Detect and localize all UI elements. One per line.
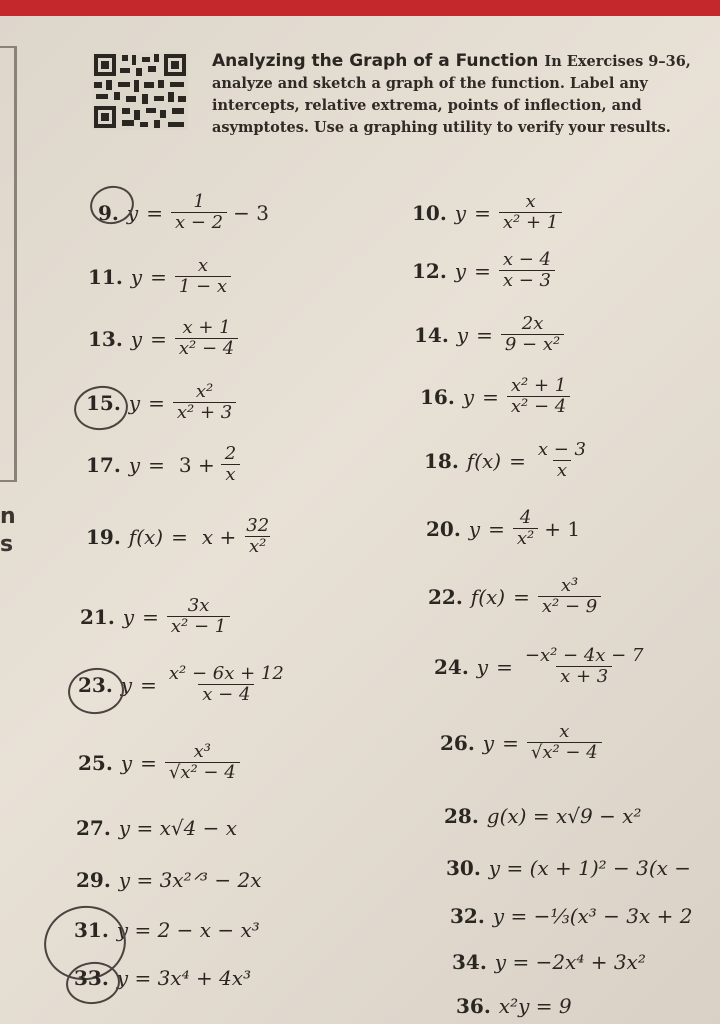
exercise-number: 21. — [80, 604, 115, 629]
fraction: $\frac{2x}{\text{9 − x²}}$ — [501, 314, 564, 355]
exercise-expression: y = (x + 1)² − 3(x − — [488, 856, 692, 880]
exercise-number: 32. — [450, 904, 485, 928]
exercise-number: 26. — [440, 730, 475, 755]
exercise-expression: y = 3x²ᐟ³ − 2x — [118, 868, 262, 892]
fraction: $\frac{1}{x - 2}$ — [171, 192, 227, 233]
exercise-11: 11. y = $\frac{x}{1 - x}$ — [88, 256, 231, 297]
exercise-number: 30. — [446, 856, 481, 880]
exercise-number: 29. — [76, 868, 111, 892]
exercise-lhs: y — [456, 322, 469, 347]
exercise-tail: − 3 — [233, 200, 269, 225]
exercise-lhs: y — [120, 672, 133, 697]
section-title: Analyzing the Graph of a Function — [212, 51, 539, 71]
exercise-number: 18. — [424, 448, 459, 473]
exercise-lhs: y — [128, 452, 141, 477]
fraction: $\frac{\text{x²}}{\text{x² + 3}}$ — [173, 382, 236, 423]
exercise-lhs: y — [130, 264, 143, 289]
exercise-number: 19. — [86, 524, 121, 549]
exercise-expression: y = 3x⁴ + 4x³ — [116, 966, 252, 990]
exercise-lhs: y — [126, 200, 139, 225]
exercise-21: 21. y = $\frac{3x}{\text{x² − 1}}$ — [80, 596, 230, 637]
exercise-tail: + 1 — [544, 516, 581, 541]
exercise-lhs: y — [476, 654, 489, 679]
exercise-number: 22. — [428, 584, 463, 609]
exercise-lhs: y — [454, 258, 467, 283]
fraction: $\frac{\text{x² − 6x + 12}}{x - 4}$ — [168, 663, 284, 705]
fraction: $\frac{\text{x² + 1}}{\text{x² − 4}}$ — [507, 376, 570, 417]
exercise-lhs: y — [120, 750, 133, 775]
fraction: $\frac{2}{x}$ — [221, 444, 240, 485]
exercise-25: 25. y = $\frac{\text{x³}}{\text{√x² − 4}}$ — [78, 742, 240, 783]
exercise-number: 13. — [88, 326, 123, 351]
fraction: $\frac{x}{\text{√x² − 4}}$ — [527, 722, 602, 763]
exercise-number: 15. — [86, 390, 121, 415]
exercise-number: 16. — [420, 384, 455, 409]
fraction: $\frac{\text{x³}}{\text{x² − 9}}$ — [538, 576, 601, 617]
exercise-lhs: y — [128, 390, 141, 415]
fraction: $\frac{x}{1 - x}$ — [175, 256, 231, 297]
exercise-lhs: y — [122, 604, 135, 629]
exercise-number: 20. — [426, 516, 461, 541]
exercise-number: 33. — [74, 966, 109, 990]
instructions-text: In Exercises 9–36, analyze and sketch a graph of the function. Label any intercepts, relative extrema, points of inflection, and asymptotes. Use a graphing utility to verify your results. — [212, 53, 691, 136]
fraction: $\frac{\text{−x² − 4x − 7}}{x + 3}$ — [524, 645, 644, 687]
exercise-lhs: f(x) — [470, 584, 506, 609]
exercise-number: 24. — [434, 654, 469, 679]
exercise-number: 36. — [456, 994, 491, 1018]
exercise-29 — [76, 868, 262, 892]
exercise-36 — [456, 994, 572, 1018]
margin-box-line — [14, 46, 17, 482]
exercise-16: 16. y = $\frac{\text{x² + 1}}{\text{x² − 4}}$ — [420, 376, 570, 417]
exercise-lhs: y — [130, 326, 143, 351]
exercise-lhs: y — [482, 730, 495, 755]
exercise-24: 24. y = $\frac{\text{−x² − 4x − 7}}{x + 3}$ — [434, 646, 647, 687]
exercise-19: 19. f(x) = x + $\frac{32}{\text{x²}}$ — [86, 516, 273, 557]
exercise-lhs: y — [462, 384, 475, 409]
exercise-lhs: y — [454, 200, 467, 225]
exercise-expression: y = −2x⁴ + 3x² — [494, 950, 646, 974]
fraction: $\frac{\text{x³}}{\text{√x² − 4}}$ — [165, 742, 240, 783]
exercise-15: 15. y = $\frac{\text{x²}}{\text{x² + 3}}$ — [86, 382, 236, 423]
exercise-expression: y = 2 − x − x³ — [116, 918, 260, 942]
exercise-28 — [444, 804, 641, 828]
exercise-number: 25. — [78, 750, 113, 775]
exercise-12: 12. y = $\frac{x - 4}{x - 3}$ — [412, 250, 555, 291]
exercise-27 — [76, 816, 237, 840]
margin-letter-n: n — [0, 504, 16, 529]
exercise-number: 17. — [86, 452, 121, 477]
fraction: $\frac{x + 1}{\text{x² − 4}}$ — [175, 318, 238, 359]
exercise-lhs: f(x) — [466, 448, 502, 473]
exercise-number: 31. — [74, 918, 109, 942]
exercise-number: 34. — [452, 950, 487, 974]
exercise-10: 10. y = $\frac{x}{\text{x² + 1}}$ — [412, 192, 562, 233]
fraction: $\frac{x - 4}{x - 3}$ — [499, 250, 555, 291]
exercise-number: 28. — [444, 804, 479, 828]
exercise-number: 14. — [414, 322, 449, 347]
fraction: $\frac{x - 3}{x}$ — [537, 439, 586, 481]
qr-code-icon — [92, 52, 188, 130]
exercise-20: 20. y = $\frac{4}{\text{x²}}$ + 1 — [426, 507, 581, 549]
fraction: $\frac{4}{\text{x²}}$ — [513, 508, 538, 549]
exercise-number: 11. — [88, 264, 123, 289]
exercise-13: 13. y = $\frac{x + 1}{\text{x² − 4}}$ — [88, 318, 238, 359]
exercise-lhs: f(x) — [128, 524, 164, 549]
fraction: $\frac{32}{\text{x²}}$ — [246, 515, 270, 557]
exercise-lhs: y — [468, 516, 481, 541]
exercise-23: 23. y = $\frac{\text{x² − 6x + 12}}{x - 4}$ — [78, 664, 288, 705]
exercise-number: 12. — [412, 258, 447, 283]
exercise-9: 9. y = $\frac{1}{x - 2}$ − 3 — [98, 191, 269, 233]
exercise-number: 10. — [412, 200, 447, 225]
exercise-number: 9. — [98, 200, 119, 225]
exercise-32 — [450, 904, 692, 928]
margin-box-bottom — [0, 480, 16, 482]
exercise-number: 23. — [78, 672, 113, 697]
exercise-expression: y = x√4 − x — [118, 816, 238, 840]
fraction: $\frac{x}{\text{x² + 1}}$ — [499, 192, 562, 233]
exercise-14: 14. y = $\frac{2x}{\text{9 − x²}}$ — [414, 314, 564, 355]
exercise-17: 17. y = 3 + $\frac{2}{x}$ — [86, 444, 240, 485]
exercise-22: 22. f(x) = $\frac{\text{x³}}{\text{x² − 9}}$ — [428, 576, 601, 617]
exercise-expression: g(x) = x√9 − x² — [486, 804, 642, 828]
exercise-number: 27. — [76, 816, 111, 840]
margin-letter-s: s — [0, 532, 14, 557]
exercise-30 — [446, 856, 691, 880]
exercise-18: 18. f(x) = $\frac{x - 3}{x}$ — [424, 440, 590, 481]
exercise-34 — [452, 950, 646, 974]
red-header-band — [0, 0, 720, 16]
instructions-paragraph — [212, 50, 702, 139]
exercise-expression: y = −⅓(x³ − 3x + 2 — [492, 904, 693, 928]
exercise-26: 26. y = $\frac{x}{\text{√x² − 4}}$ — [440, 722, 602, 763]
fraction: $\frac{3x}{\text{x² − 1}}$ — [167, 596, 230, 637]
exercise-expression: x²y = 9 — [498, 994, 572, 1018]
